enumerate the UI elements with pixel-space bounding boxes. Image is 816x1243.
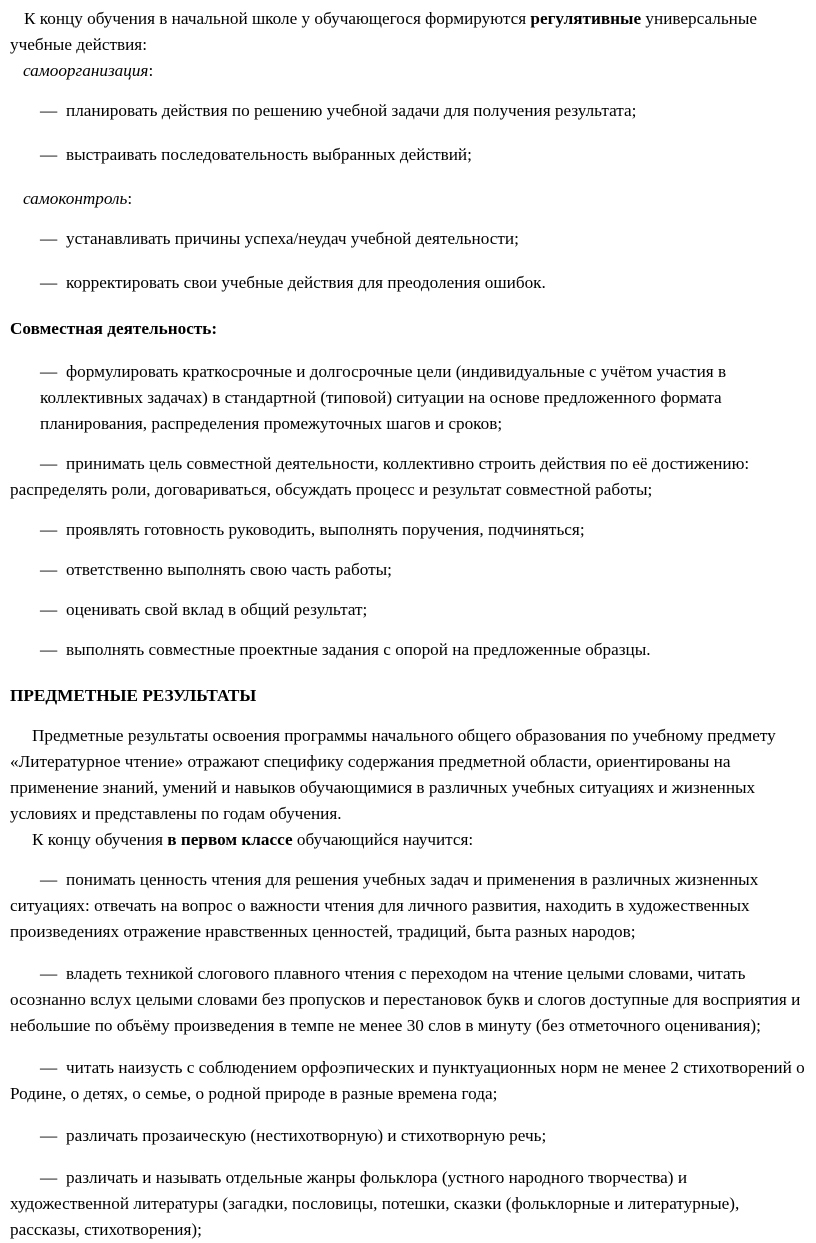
intro-bold-term: регулятивные	[530, 9, 642, 28]
dash-marker: —	[40, 870, 58, 889]
dash-marker: —	[40, 1126, 58, 1145]
self-org-colon: :	[148, 61, 154, 80]
list-item-text: понимать ценность чтения для решения учебных задач и применения в различных жизненных ситуациях: отвечать на вопрос о важности чтения для личного развития, находить в художественных произведениях отражение нравственных ценностей, традиций, быта разных народов;	[10, 870, 759, 941]
dash-marker: —	[40, 600, 58, 619]
list-item	[40, 98, 805, 124]
intro-paragraph	[10, 6, 805, 58]
list-item-text: ответственно выполнять свою часть работы;	[66, 560, 392, 579]
list-item-text: различать прозаическую (нестихотворную) и стихотворную речь;	[66, 1126, 547, 1145]
dash-marker: —	[40, 640, 58, 659]
dash-marker: —	[40, 362, 58, 381]
intro-text-end: универсальные учебные действия:	[10, 9, 758, 54]
dash-marker: —	[40, 964, 58, 983]
joint-heading: Совместная деятельность:	[10, 319, 218, 338]
list-item-text: выстраивать последовательность выбранных действий;	[66, 145, 472, 164]
list-item	[40, 142, 805, 168]
first-class-paragraph	[10, 827, 805, 853]
list-item	[10, 1055, 805, 1107]
list-item-text: корректировать свои учебные действия для преодоления ошибок.	[66, 273, 546, 292]
dash-marker: —	[40, 145, 58, 164]
document-page	[10, 6, 805, 1243]
dash-marker: —	[40, 273, 58, 292]
dash-marker: —	[40, 101, 58, 120]
subject-paragraph: Предметные результаты освоения программы начального общего образования по учебному предмету «Литературное чтение» отражают специфику содержания предметной области, ориентированы на применение знаний, умений и навыков обучающимися в различных учебных ситуациях и жизненных условиях и представлены по годам обучения.	[10, 726, 776, 823]
list-item	[10, 1165, 805, 1243]
list-item	[40, 270, 805, 296]
first-class-bold: в первом классе	[167, 830, 293, 849]
list-item	[40, 557, 805, 583]
first-class-text: К концу обучения	[32, 830, 168, 849]
self-org-label-text: самоорганизация	[23, 61, 149, 80]
dash-marker: —	[40, 1058, 58, 1077]
dash-marker: —	[40, 454, 58, 473]
self-control-label	[23, 186, 805, 212]
list-item	[10, 961, 805, 1039]
list-item	[40, 597, 805, 623]
list-item-text: формулировать краткосрочные и долгосрочные цели (индивидуальные с учётом участия в коллективных задачах) в стандартной (типовой) ситуации на основе предложенного формата планирования, распределения промежуточных шагов и сроков;	[40, 362, 727, 433]
list-item	[10, 867, 805, 945]
list-item	[10, 451, 805, 503]
list-item-text: владеть техникой слогового плавного чтения с переходом на чтение целыми словами, читать осознанно вслух целыми словами без пропусков и перестановок букв и слогов доступные для восприятия и небольшие по объёму произведения в темпе не менее 30 слов в минуту (без отметочного оценивания);	[10, 964, 801, 1035]
self-control-colon: :	[127, 189, 133, 208]
list-item-text: читать наизусть с соблюдением орфоэпических и пунктуационных норм не менее 2 стихотворений о Родине, о детях, о семье, о родной природе в разные времена года;	[10, 1058, 805, 1103]
subject-heading: ПРЕДМЕТНЫЕ РЕЗУЛЬТАТЫ	[10, 686, 257, 705]
list-item-text: различать и называть отдельные жанры фольклора (устного народного творчества) и художественной литературы (загадки, пословицы, потешки, сказки (фольклорные и литературные), рассказы, стихотворения);	[10, 1168, 740, 1239]
first-class-text-end: обучающийся научится:	[292, 830, 474, 849]
list-item-text: устанавливать причины успеха/неудач учебной деятельности;	[66, 229, 519, 248]
list-item	[40, 517, 805, 543]
dash-marker: —	[40, 560, 58, 579]
self-org-label	[23, 58, 805, 84]
list-item	[40, 226, 805, 252]
dash-marker: —	[40, 1168, 58, 1187]
list-item-text: выполнять совместные проектные задания с опорой на предложенные образцы.	[66, 640, 651, 659]
list-item	[40, 637, 805, 663]
list-item-text: оценивать свой вклад в общий результат;	[66, 600, 368, 619]
dash-marker: —	[40, 229, 58, 248]
list-item	[10, 359, 805, 437]
list-item-text: принимать цель совместной деятельности, коллективно строить действия по её достижению: распределять роли, договариваться, обсуждать процесс и результат совместной работы;	[10, 454, 750, 499]
list-item	[40, 1123, 805, 1149]
list-item-text: планировать действия по решению учебной задачи для получения результата;	[66, 101, 637, 120]
intro-text: К концу обучения в начальной школе у обучающегося формируются	[24, 9, 531, 28]
list-item-text: проявлять готовность руководить, выполнять поручения, подчиняться;	[66, 520, 585, 539]
dash-marker: —	[40, 520, 58, 539]
self-control-label-text: самоконтроль	[23, 189, 128, 208]
